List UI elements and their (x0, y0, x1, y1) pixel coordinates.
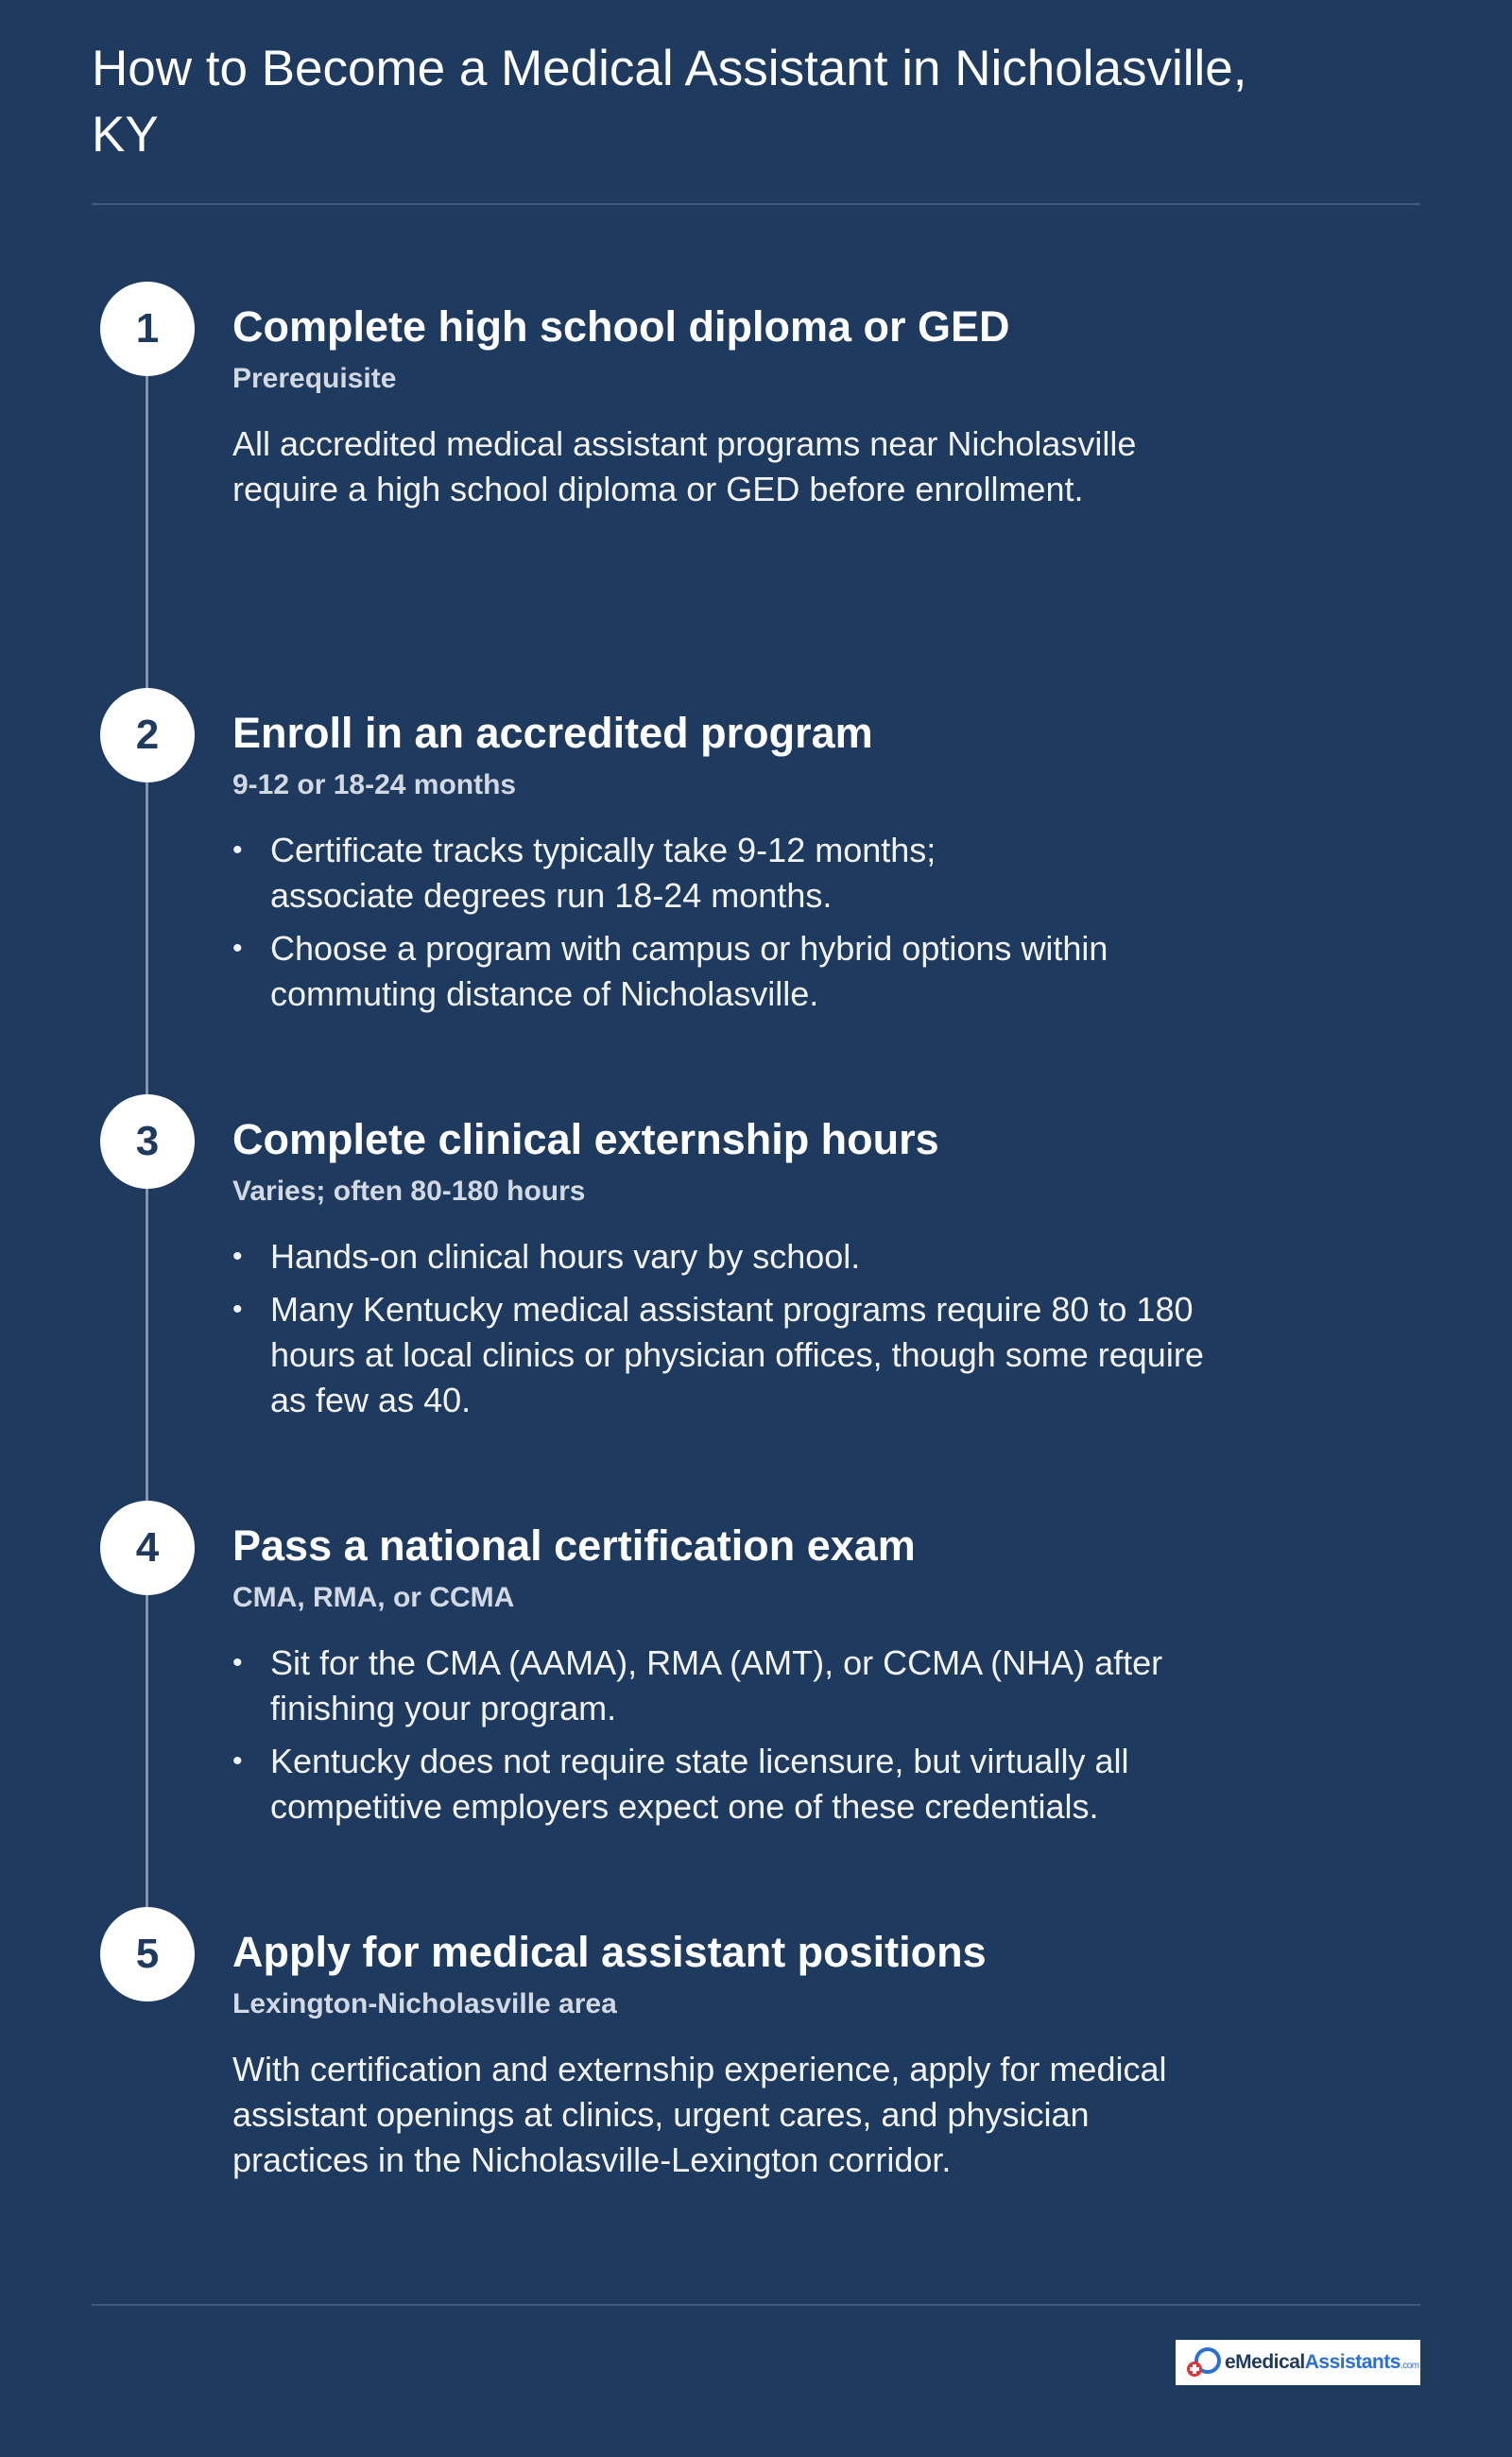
caduceus-logo-icon (1183, 2344, 1225, 2381)
header-divider (92, 203, 1420, 205)
step-number-circle: 3 (100, 1094, 195, 1189)
step-subtitle: Lexington-Nicholasville area (232, 1988, 617, 2019)
step-bullet-list (232, 828, 1234, 1024)
step-title: Apply for medical assistant positions (232, 1928, 987, 1976)
list-item: • Choose a program with campus or hybrid options within commuting distance of Nicholasville. (232, 926, 1215, 1017)
list-item: • Certificate tracks typically take 9-12 months; associate degrees run 18-24 months. (232, 828, 1026, 919)
footer-divider (92, 2304, 1420, 2306)
brand-logo (1176, 2340, 1420, 2385)
step-number-circle: 5 (100, 1907, 195, 2002)
step-bullet-list (232, 1234, 1234, 1431)
step-number-circle: 1 (100, 282, 195, 376)
step-title: Complete high school diploma or GED (232, 302, 1010, 351)
step-subtitle: CMA, RMA, or CCMA (232, 1582, 515, 1613)
step-subtitle: Varies; often 80-180 hours (232, 1176, 586, 1207)
step-title: Complete clinical externship hours (232, 1115, 939, 1163)
step-number-circle: 4 (100, 1501, 195, 1595)
step-bullet-list (232, 1641, 1234, 1837)
step-title: Pass a national certification exam (232, 1521, 916, 1570)
step-number-circle: 2 (100, 688, 195, 782)
step-description: All accredited medical assistant programs near Nicholasville require a high school diploma or GED before enrollment. (232, 424, 1137, 508)
step-title: Enroll in an accredited program (232, 709, 873, 757)
page-title: How to Become a Medical Assistant in Nicholasville, KY (92, 41, 1247, 163)
step-subtitle: 9-12 or 18-24 months (232, 769, 517, 800)
list-item: • Many Kentucky medical assistant programs require 80 to 180 hours at local clinics or physician offices, though some require as few as 40. (232, 1287, 1215, 1423)
list-item: • Hands-on clinical hours vary by school. (232, 1234, 1234, 1280)
step-description: With certification and externship experience, apply for medical assistant openings at clinics, urgent cares, and physician practices in the Nicholasville-Lexington corridor. (232, 2050, 1167, 2179)
list-item: • Sit for the CMA (AAMA), RMA (AMT), or CCMA (NHA) after finishing your program. (232, 1641, 1253, 1731)
list-item: • Kentucky does not require state licensure, but virtually all competitive employers expect one of these credentials. (232, 1739, 1177, 1830)
step-subtitle: Prerequisite (232, 363, 397, 394)
brand-logo-text: eMedicalAssistants.com (1225, 2351, 1419, 2373)
